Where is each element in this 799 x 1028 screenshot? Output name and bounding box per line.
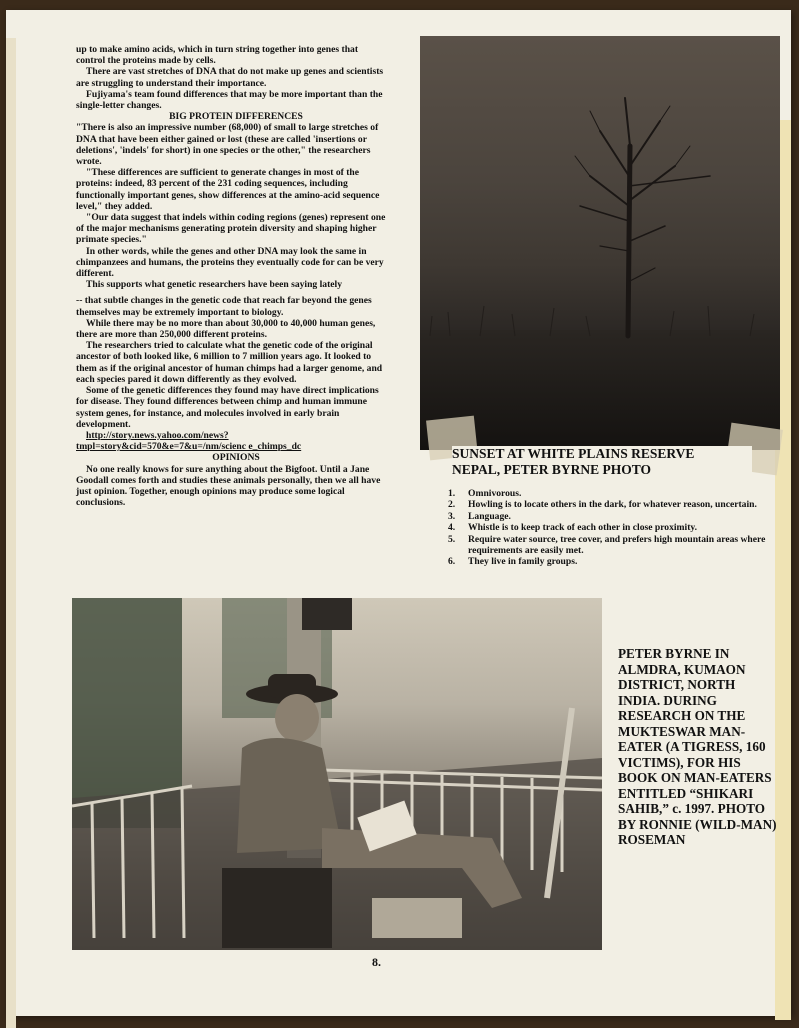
left-text-column: [76, 44, 386, 508]
paragraph: This supports what genetic researchers have been saying lately: [86, 279, 343, 291]
list-number: 1.: [448, 488, 456, 499]
sunset-photo-caption: [452, 446, 752, 478]
page-edge-left: [6, 38, 16, 1028]
paragraph: While there may be no more than about 30,000 to 40,000 human genes, there are more than 250,000 different proteins.: [76, 317, 376, 341]
paragraph: There are vast stretches of DNA that do not make up genes and scientists are struggling to understand their importance.: [76, 66, 384, 89]
list-text: Language.: [468, 510, 511, 522]
list-number: 6.: [448, 556, 456, 568]
page-number: 8.: [372, 955, 381, 969]
paragraph: up to make amino acids, which in turn string together into genes that control the proteins made by cells.: [76, 44, 359, 67]
list-item: [448, 511, 778, 522]
section-heading-big-protein: BIG PROTEIN DIFFERENCES: [169, 111, 303, 123]
list-item: [448, 488, 778, 499]
list-text: Whistle is to keep track of each other in close proximity.: [468, 522, 698, 534]
list-item: [448, 522, 778, 533]
list-text: Howling is to locate others in the dark, for whatever reason, uncertain.: [468, 499, 757, 511]
traits-list: [448, 488, 778, 568]
list-item: [448, 556, 778, 567]
list-number: 5.: [448, 533, 456, 545]
paragraph: "There is also an impressive number (68,000) of small to large stretches of DNA that have been either gained or lost (these are called 'insertions or deletions', 'indels' for short) in one species or the other," the researchers wrote.: [76, 122, 379, 168]
paragraph: -- that subtle changes in the genetic code that reach far beyond the genes themselves may be extremely important to biology.: [76, 295, 372, 318]
paragraph: No one really knows for sure anything about the Bigfoot. Until a Jane Goodall comes forth and studies these animals personally, then we all have just opinion. Together, enough opinions may produce some logical conclusions.: [76, 463, 381, 509]
peter-byrne-photo: [72, 598, 602, 950]
source-link[interactable]: http://story.news.yahoo.com/news?tmpl=story&cid=570&e=7&u=/nm/scienc e_chimps_dc: [76, 429, 302, 453]
paragraph: "These differences are sufficient to generate changes in most of the proteins: indeed, 83 percent of the 231 coding sequences, including functionally important genes, show differences at the amino-acid sequence level," they added.: [76, 167, 380, 212]
paragraph: In other words, while the genes and other DNA may look the same in chimpanzees and humans, the proteins they eventually code for can be very different.: [76, 245, 384, 280]
paragraph: The researchers tried to calculate what the genetic code of the original ancestor of both looked like, 6 million to 7 million years ago. It looked to them as if the original ancestor of human chimps had a larger genome, and each species pared it down differently as they evolved.: [76, 340, 383, 385]
caption-line-1: SUNSET AT WHITE PLAINS RESERVE: [452, 446, 695, 461]
section-heading-opinions: OPINIONS: [212, 452, 260, 464]
list-number: 2.: [448, 499, 456, 511]
list-text: Require water source, tree cover, and prefers high mountain areas where requirements are easily met.: [468, 533, 766, 557]
tree-silhouette: [420, 36, 780, 450]
list-text: They live in family groups.: [468, 556, 578, 568]
list-number: 4.: [448, 522, 456, 534]
list-item: [448, 534, 778, 557]
paragraph: "Our data suggest that indels within coding regions (genes) represent one of the major mechanisms generating protein diversity and shaping higher primate species.": [76, 212, 386, 246]
list-number: 3.: [448, 510, 456, 522]
list-item: [448, 499, 778, 510]
paragraph: Fujiyama's team found differences that may be more important than the single-letter changes.: [76, 88, 383, 112]
sunset-photo: [420, 36, 780, 450]
caption-line-2: NEPAL, PETER BYRNE PHOTO: [452, 462, 652, 477]
list-text: Omnivorous.: [468, 488, 522, 499]
peter-byrne-photo-caption: PETER BYRNE IN ALMDRA, KUMAON DISTRICT, NORTH INDIA. DURING RESEARCH ON THE MUKTESWAR MAN-EATER (A TIGRESS, 160 VICTIMS), FOR HIS BOOK ON MAN-EATERS ENTITLED “SHIKARI SAHIB,” c. 1997. PHOTO BY RONNIE (WILD-MAN) ROSEMAN: [618, 646, 777, 847]
paragraph: Some of the genetic differences they found may have direct implications for disease. They found differences between chimp and human immune system genes, for instance, and molecules involved in early brain development.: [76, 385, 379, 430]
veranda-scene: [72, 598, 602, 950]
